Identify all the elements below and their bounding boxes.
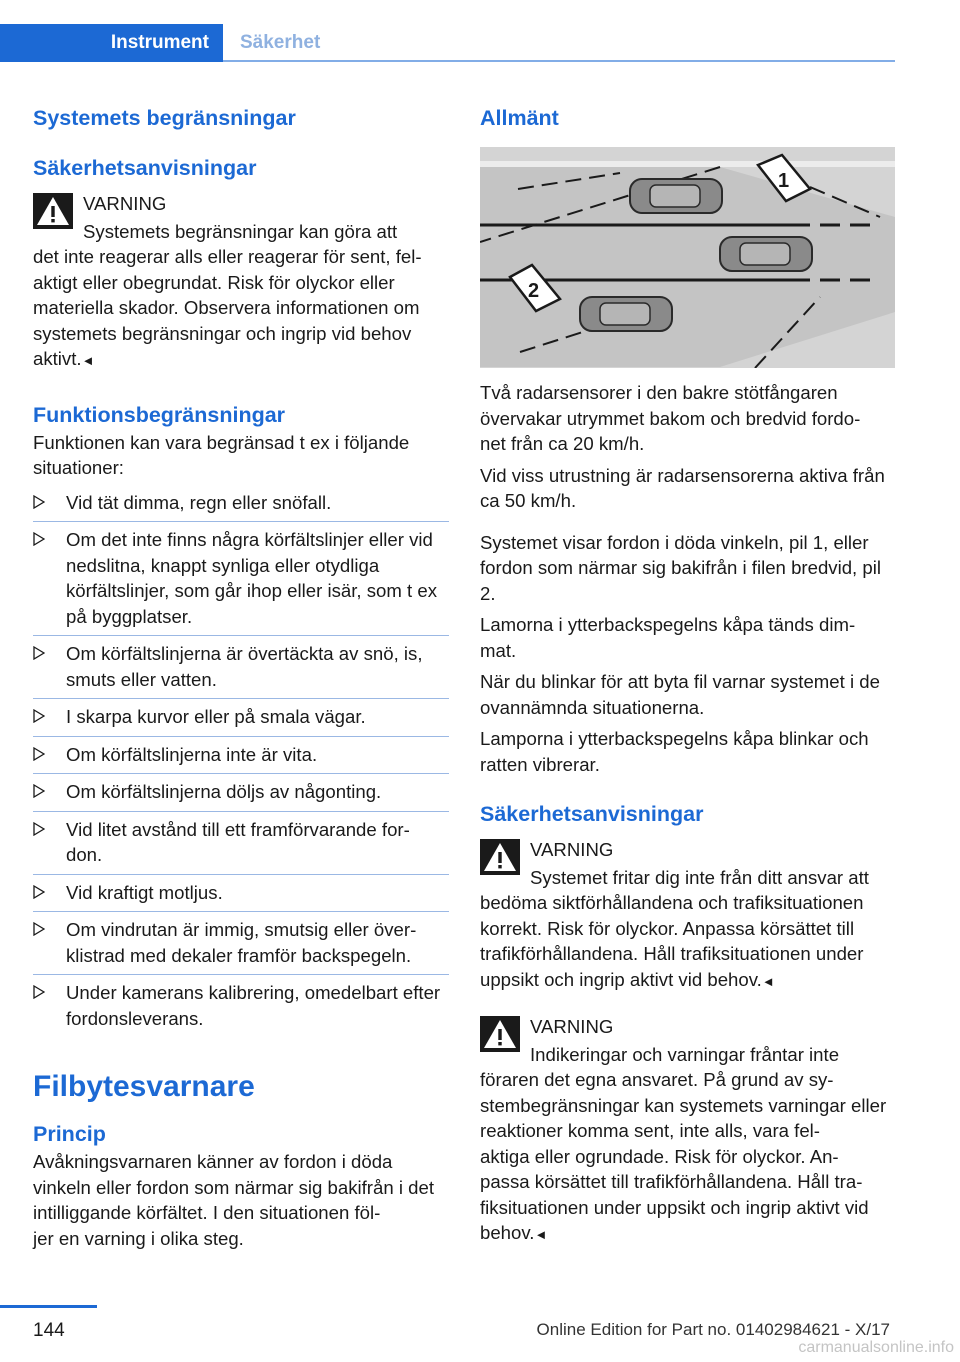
warning-first-line: Systemets begränsningar kan göra att (83, 220, 398, 242)
list-item: I skarpa kurvor eller på smala vägar. (33, 699, 449, 737)
safety-heading-left: Säkerhetsanvisningar (33, 156, 257, 180)
list-item: Vid kraftigt motljus. (33, 875, 449, 913)
para-vibrate: Lamporna i ytterbackspegelns kåpa blinkar och ratten vibrerar. (480, 728, 869, 775)
triangle-bullet-icon (33, 495, 45, 509)
triangle-bullet-icon (33, 646, 45, 660)
list-item: Om det inte finns några körfältslinjer eller vid nedslitna, knappt synliga eller otydliga körfältslinjer, som går ihop eller isär, som t ex på byggplatser. (33, 522, 449, 636)
limits-heading: Systemets begränsningar (33, 106, 296, 130)
end-mark: ◄ (761, 973, 775, 989)
edition-text: Online Edition for Part no. 01402984621 - X/17 (536, 1320, 890, 1339)
lane-change-figure (480, 147, 895, 368)
list-item: Under kamerans kalibrering, omedelbart efter fordonsleverans. (33, 975, 449, 1037)
para-activation: Vid viss utrustning är radarsensorerna aktiva från ca 50 km/h. (480, 464, 885, 511)
principle-text: Avåkningsvarnaren känner av fordon i döda vinkeln eller fordon som närmar sig bakifrån i det intilliggande körfältet. I den situationen föl- jer en varning i olika steg. (33, 1151, 434, 1249)
warning-block-right-2 (480, 1014, 896, 1248)
warning-text: bedöma siktförhållandena och trafiksituationen korrekt. Risk för olyckor. Anpassa körsättet till trafikförhållandena. Håll trafiksituationen under uppsikt och ingrip aktivt vid behov. (480, 892, 864, 990)
warning-first-line: Indikeringar och varningar fråntar inte (530, 1043, 840, 1065)
triangle-bullet-icon (33, 747, 45, 761)
footer-rule (0, 1305, 97, 1308)
list-item: Om körfältslinjerna inte är vita. (33, 737, 449, 775)
principle-heading: Princip (33, 1122, 106, 1146)
triangle-bullet-icon (33, 985, 45, 999)
marker-2-label: 2 (528, 280, 540, 302)
car-icon (720, 237, 812, 271)
header-tabs (0, 24, 895, 62)
safety-heading-right: Säkerhetsanvisningar (480, 802, 704, 826)
tab-sakerhet[interactable] (240, 24, 320, 62)
para-blink: När du blinkar för att byta fil varnar systemet i de ovannämnda situationerna. (480, 671, 880, 718)
triangle-bullet-icon (33, 822, 45, 836)
page-number: 144 (33, 1320, 65, 1341)
triangle-bullet-icon (33, 784, 45, 798)
general-heading: Allmänt (480, 106, 559, 130)
main-heading: Filbytesvarnare (33, 1070, 255, 1103)
warning-label: VARNING (83, 193, 167, 214)
para-display: Systemet visar fordon i döda vinkeln, pil 1, eller fordon som närmar sig bakifrån i filen bredvid, pil 2. (480, 531, 881, 604)
list-item: Om körfältslinjerna är övertäckta av snö, is, smuts eller vatten. (33, 636, 449, 699)
end-mark: ◄ (81, 353, 95, 368)
list-item: Vid litet avstånd till ett framförvarande for- don. (33, 812, 449, 875)
tab-underline (223, 60, 895, 62)
list-item: Om körfältslinjerna döljs av någonting. (33, 774, 449, 812)
road-illustration (480, 147, 895, 368)
tab-sakerhet-label: Säkerhet (240, 32, 321, 53)
function-intro: Funktionen kan vara begränsad t ex i följande situationer: (33, 431, 410, 478)
left-column (33, 100, 449, 1251)
tab-instrument-label: Instrument (110, 32, 209, 53)
warning-text: det inte reagerar alls eller reagerar för sent, fel- aktigt eller obegrundat. Risk för olyckor eller materiella skador. Observera informationen om systemets begränsningar och ingrip vid behov aktivt. (33, 246, 422, 369)
triangle-bullet-icon (33, 709, 45, 723)
right-column (480, 100, 896, 1248)
watermark: carmanualsonline.info (798, 1339, 954, 1356)
marker-1-label: 1 (778, 170, 790, 192)
list-item: Om vindrutan är immig, smutsig eller över- klistrad med dekaler framför backspegeln. (33, 912, 449, 975)
end-mark: ◄ (534, 1227, 548, 1242)
para-lamps: Lamorna i ytterbackspegelns kåpa tänds dim- mat. (480, 614, 856, 661)
warning-icon (33, 193, 73, 229)
function-heading: Funktionsbegränsningar (33, 402, 286, 427)
triangle-bullet-icon (33, 532, 45, 546)
triangle-bullet-icon (33, 885, 45, 899)
car-icon (580, 297, 672, 331)
warning-text: föraren det egna ansvaret. På grund av sy- stembegränsningar kan systemets varningar eller reaktioner komma sent, inte alls, vara fel- aktiga eller ogrundade. Risk för olyckor. An- passa körsättet till trafikförhållandena. Håll tra- fiksituationen under uppsikt och ingrip aktivt vid behov. (480, 1069, 887, 1243)
list-item: Vid tät dimma, regn eller snöfall. (33, 485, 449, 523)
triangle-bullet-icon (33, 922, 45, 936)
car-icon (630, 179, 722, 213)
warning-icon (480, 1016, 520, 1052)
warning-label: VARNING (530, 1016, 614, 1037)
warning-block-left (33, 191, 449, 374)
warning-block-right-1 (480, 837, 896, 994)
tab-instrument[interactable] (0, 24, 223, 62)
warning-label: VARNING (530, 839, 614, 860)
para-sensors: Två radarsensorer i den bakre stötfångaren övervakar utrymmet bakom och bredvid fordo- net från ca 20 km/h. (480, 382, 861, 454)
warning-first-line: Systemet fritar dig inte från ditt ansvar att (530, 866, 869, 888)
warning-icon (480, 839, 520, 875)
limitations-list (33, 485, 449, 1038)
